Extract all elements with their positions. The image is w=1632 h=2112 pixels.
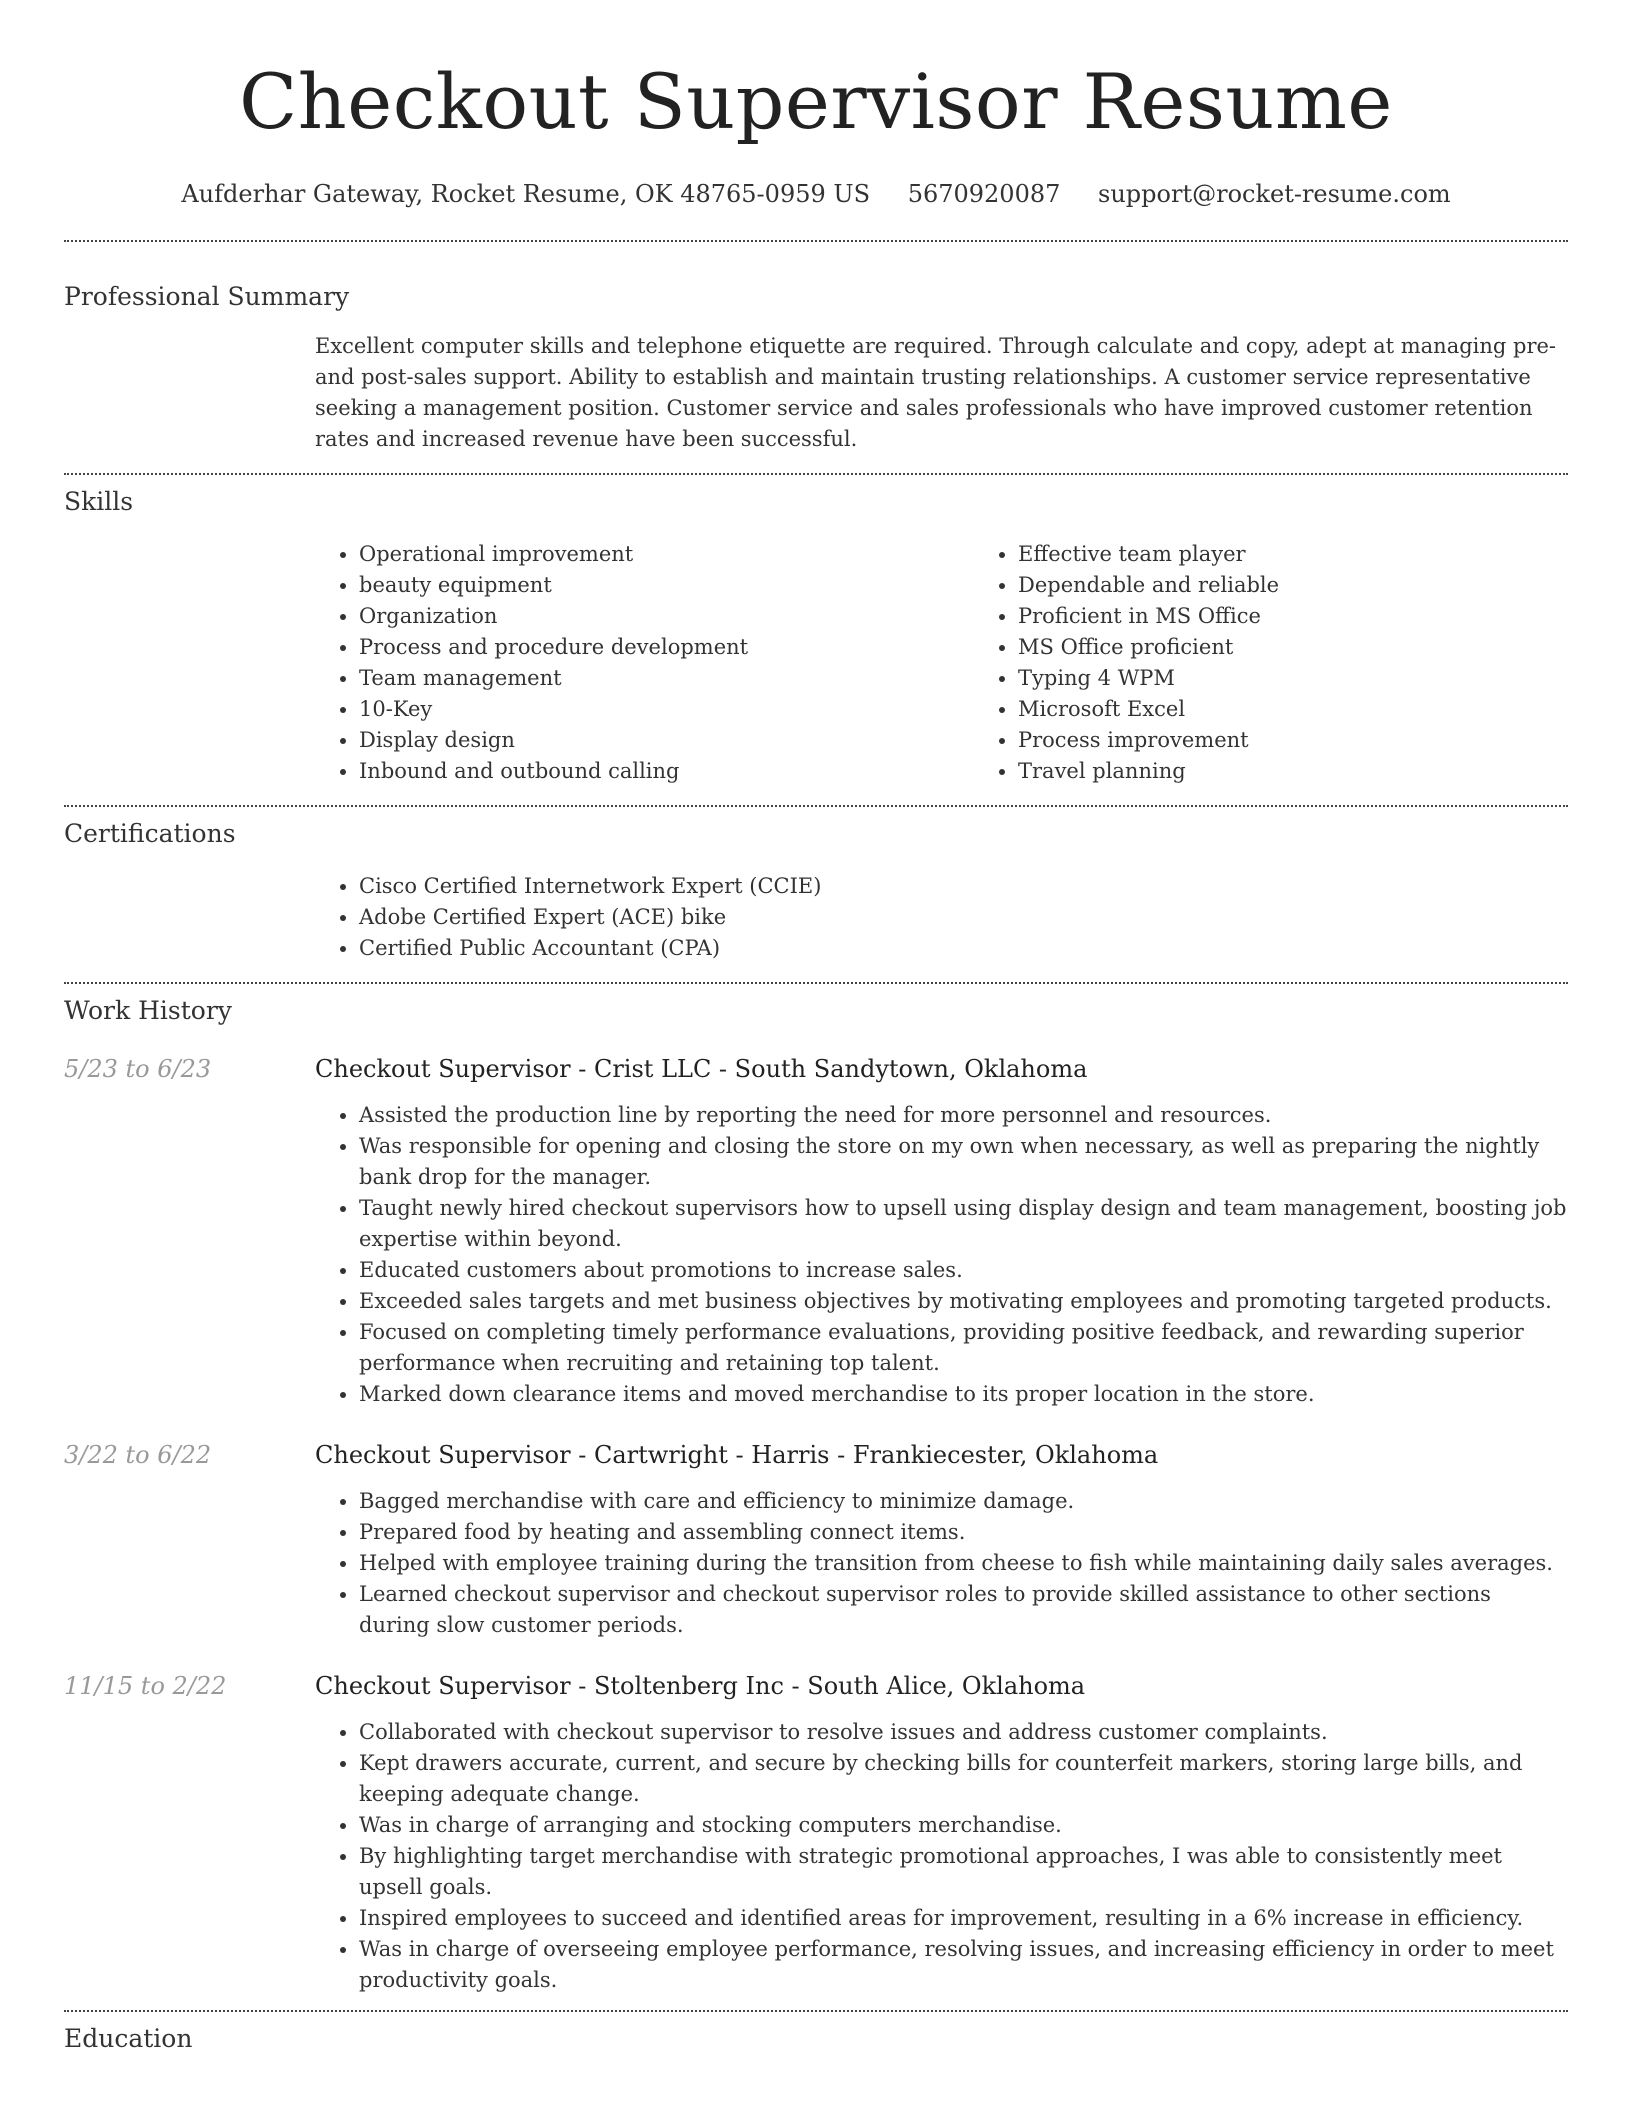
certifications-body xyxy=(315,871,1568,964)
education-section xyxy=(64,2022,1568,2056)
resume-page xyxy=(64,0,1568,2056)
certifications-section xyxy=(64,817,1568,964)
job-heading: Checkout Supervisor - Crist LLC - South Sandytown, Oklahoma xyxy=(315,1055,1088,1083)
job-bullets xyxy=(315,1717,1568,1996)
list-item: • Prepared food by heating and assembling connect items. xyxy=(359,1517,1568,1548)
list-item: • Microsoft Excel xyxy=(1018,694,1632,725)
certifications-list xyxy=(315,871,1568,964)
job-heading: Checkout Supervisor - Cartwright - Harris - Frankiecester, Oklahoma xyxy=(315,1441,1159,1469)
list-item: • Educated customers about promotions to increase sales. xyxy=(359,1255,1568,1286)
contact-line xyxy=(64,176,1568,212)
list-item: • Focused on completing timely performance evaluations, providing positive feedback, and rewarding superior performance when recruiting and retaining top talent. xyxy=(359,1317,1568,1379)
list-item: • Marked down clearance items and moved merchandise to its proper location in the store. xyxy=(359,1379,1568,1410)
job-body xyxy=(315,1100,1568,1410)
list-item: • Was in charge of overseeing employee performance, resolving issues, and increasing efficiency in order to meet productivity goals. xyxy=(359,1934,1568,1996)
list-item: • Collaborated with checkout supervisor to resolve issues and address customer complaints. xyxy=(359,1717,1568,1748)
contact-phone: 5670920087 xyxy=(907,180,1061,208)
summary-heading: Professional Summary xyxy=(64,282,350,311)
certifications-heading: Certifications xyxy=(64,819,236,848)
list-item: • Team management xyxy=(359,663,974,694)
list-item: • Inbound and outbound calling xyxy=(359,756,974,787)
list-item: • MS Office proficient xyxy=(1018,632,1632,663)
list-item: • By highlighting target merchandise with strategic promotional approaches, I was able to consistently meet upsell goals. xyxy=(359,1841,1568,1903)
list-item: • Organization xyxy=(359,601,974,632)
job-entry xyxy=(64,1052,1568,1410)
education-heading: Education xyxy=(64,2024,193,2053)
job-body xyxy=(315,1717,1568,1996)
list-item: • Process improvement xyxy=(1018,725,1632,756)
jobs-container xyxy=(64,1052,1568,1996)
skills-heading: Skills xyxy=(64,487,134,516)
list-item: • Cisco Certified Internetwork Expert (CCIE) xyxy=(359,871,1568,902)
job-entry xyxy=(64,1669,1568,1996)
list-item: • Display design xyxy=(359,725,974,756)
job-heading: Checkout Supervisor - Stoltenberg Inc - South Alice, Oklahoma xyxy=(315,1672,1086,1700)
list-item: • Effective team player xyxy=(1018,539,1632,570)
summary-section xyxy=(64,280,1568,455)
job-dates: 11/15 to 2/22 xyxy=(64,1672,227,1700)
list-item: • Bagged merchandise with care and efficiency to minimize damage. xyxy=(359,1486,1568,1517)
summary-text: Excellent computer skills and telephone etiquette are required. Through calculate and copy, adept at managing pre- and post-sales support. Ability to establish and maintain trusting relationships. A customer service representative seeking a management position. Customer service and sales professionals who have improved customer retention rates and increased revenue have been successful. xyxy=(315,334,1557,451)
divider xyxy=(64,2010,1568,2012)
list-item: • Process and procedure development xyxy=(359,632,974,663)
list-item: • Proficient in MS Office xyxy=(1018,601,1632,632)
skills-list-left xyxy=(315,539,974,787)
summary-body xyxy=(315,331,1568,455)
list-item: • Helped with employee training during the transition from cheese to fish while maintaining daily sales averages. xyxy=(359,1548,1568,1579)
list-item: • Kept drawers accurate, current, and secure by checking bills for counterfeit markers, storing large bills, and keeping adequate change. xyxy=(359,1748,1568,1810)
job-dates: 5/23 to 6/23 xyxy=(64,1055,212,1083)
list-item: • Operational improvement xyxy=(359,539,974,570)
list-item: • Dependable and reliable xyxy=(1018,570,1632,601)
list-item: • Was in charge of arranging and stocking computers merchandise. xyxy=(359,1810,1568,1841)
list-item: • 10-Key xyxy=(359,694,974,725)
contact-address: Aufderhar Gateway, Rocket Resume, OK 48765-0959 US xyxy=(181,180,871,208)
divider xyxy=(64,240,1568,242)
list-item: • Typing 4 WPM xyxy=(1018,663,1632,694)
list-item: • Adobe Certified Expert (ACE) bike xyxy=(359,902,1568,933)
skills-list-right xyxy=(974,539,1632,787)
job-body xyxy=(315,1486,1568,1641)
list-item: • Travel planning xyxy=(1018,756,1632,787)
work-section xyxy=(64,994,1568,1996)
list-item: • Assisted the production line by reporting the need for more personnel and resources. xyxy=(359,1100,1568,1131)
job-entry xyxy=(64,1438,1568,1641)
work-heading: Work History xyxy=(64,996,232,1025)
contact-email: support@rocket-resume.com xyxy=(1098,180,1451,208)
list-item: • beauty equipment xyxy=(359,570,974,601)
list-item: • Exceeded sales targets and met business objectives by motivating employees and promoting targeted products. xyxy=(359,1286,1568,1317)
skills-section xyxy=(64,485,1568,787)
list-item: • Inspired employees to succeed and identified areas for improvement, resulting in a 6% increase in efficiency. xyxy=(359,1903,1568,1934)
divider xyxy=(64,805,1568,807)
job-dates: 3/22 to 6/22 xyxy=(64,1441,212,1469)
list-item: • Learned checkout supervisor and checkout supervisor roles to provide skilled assistance to other sections during slow customer periods. xyxy=(359,1579,1568,1641)
job-bullets xyxy=(315,1100,1568,1410)
list-item: • Was responsible for opening and closing the store on my own when necessary, as well as preparing the nightly bank drop for the manager. xyxy=(359,1131,1568,1193)
resume-title: Checkout Supervisor Resume xyxy=(239,57,1393,146)
divider xyxy=(64,473,1568,475)
job-bullets xyxy=(315,1486,1568,1641)
skills-columns xyxy=(315,539,1568,787)
list-item: • Taught newly hired checkout supervisors how to upsell using display design and team management, boosting job expertise within beyond. xyxy=(359,1193,1568,1255)
divider xyxy=(64,982,1568,984)
list-item: • Certified Public Accountant (CPA) xyxy=(359,933,1568,964)
